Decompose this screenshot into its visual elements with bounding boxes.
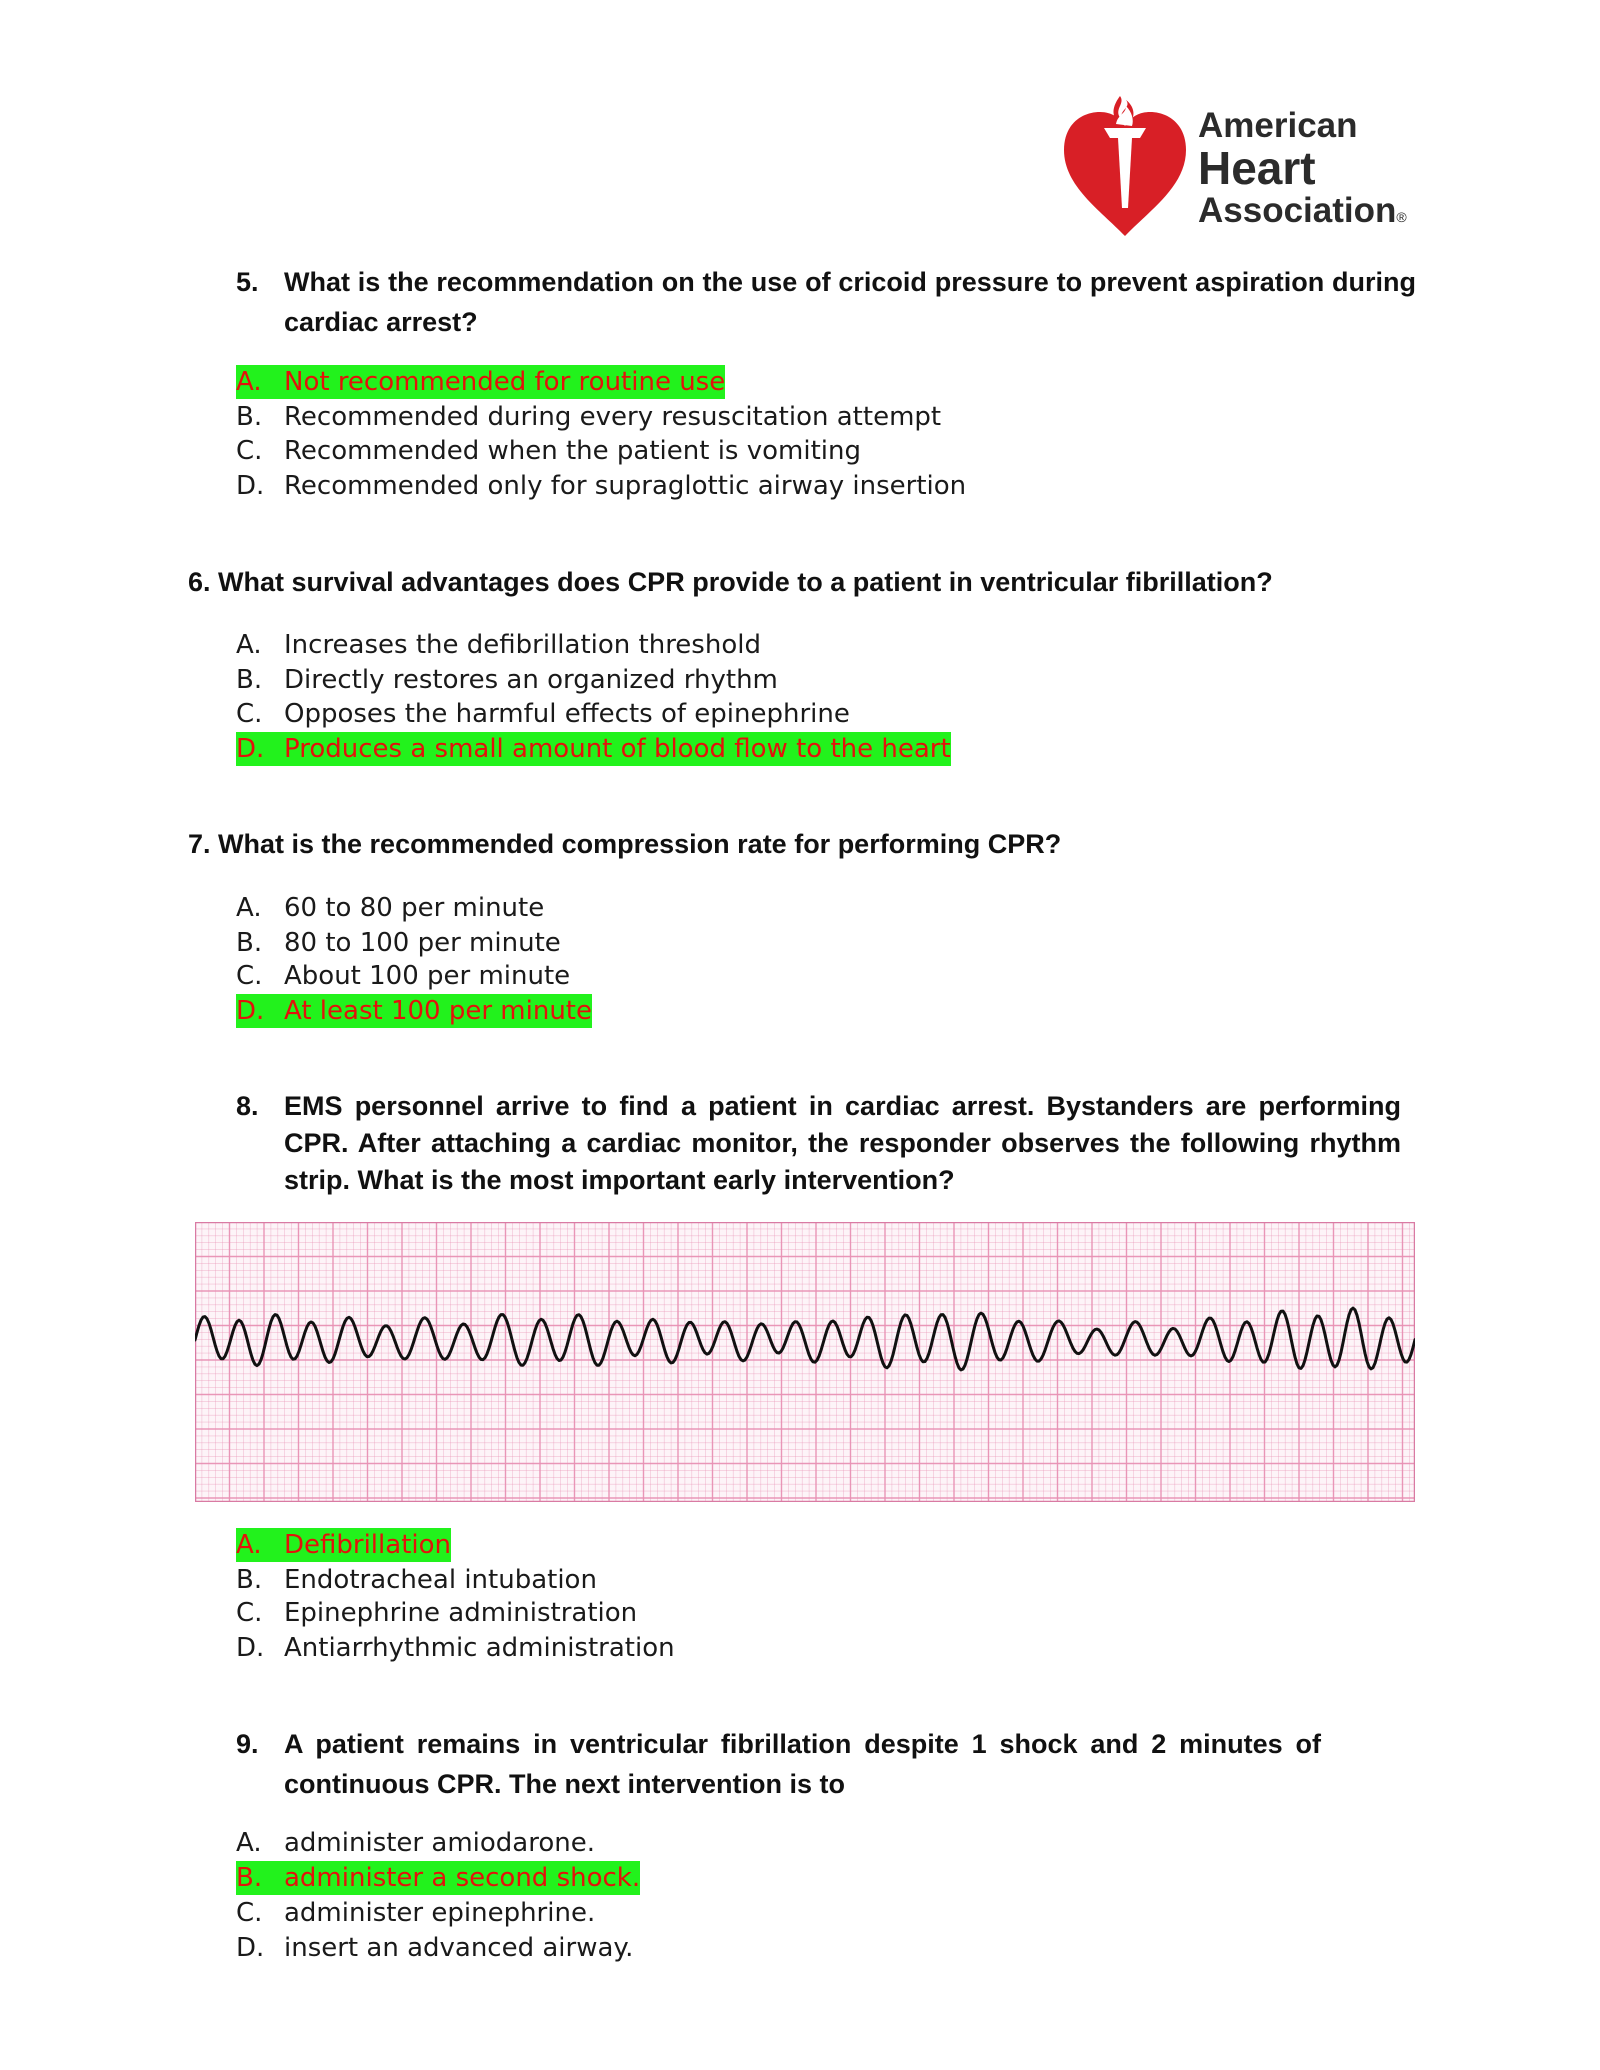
answer-text: Recommended during every resuscitation attempt xyxy=(284,402,942,432)
answer-option[interactable] xyxy=(236,959,570,993)
answer-option[interactable] xyxy=(236,400,941,434)
answer-letter: C. xyxy=(236,1898,263,1928)
logo-line-1: American xyxy=(1198,106,1358,145)
question-number: 6. xyxy=(188,567,211,597)
answer-text: Endotracheal intubation xyxy=(284,1565,597,1595)
question-8 xyxy=(236,1088,1401,1199)
answer-letter: A. xyxy=(236,893,262,923)
answer-option[interactable] xyxy=(236,697,850,731)
answer-text: Directly restores an organized rhythm xyxy=(284,665,778,695)
logo-wordmark xyxy=(1198,108,1407,228)
answer-option[interactable] xyxy=(236,469,966,503)
answer-text: administer a second shock. xyxy=(284,1863,641,1893)
question-text: What is the recommended compression rate for performing CPR? xyxy=(218,829,1062,859)
answer-letter: A. xyxy=(236,630,262,660)
question-text: What survival advantages does CPR provide to a patient in ventricular fibrillation? xyxy=(218,567,1273,597)
answer-letter: A. xyxy=(236,367,262,397)
answer-text: insert an advanced airway. xyxy=(284,1933,634,1963)
heart-torch-icon xyxy=(1060,90,1190,240)
answer-letter: D. xyxy=(236,996,265,1026)
answer-letter: B. xyxy=(236,402,263,432)
question-5 xyxy=(236,262,1416,342)
answer-option[interactable] xyxy=(236,1563,597,1597)
question-text: EMS personnel arrive to find a patient in cardiac arrest. Bystanders are performing CPR. After attaching a cardiac monitor, the responder observes the following rhythm strip. What is the most important early intervention? xyxy=(284,1091,1401,1195)
question-6 xyxy=(188,562,1273,602)
question-7 xyxy=(188,824,1061,864)
question-9 xyxy=(236,1724,1321,1804)
answer-option[interactable] xyxy=(236,1596,637,1630)
answer-option[interactable] xyxy=(236,1931,633,1965)
answer-letter: A. xyxy=(236,1828,262,1858)
answer-letter: C. xyxy=(236,961,263,991)
answer-letter: C. xyxy=(236,1598,263,1628)
answer-letter: B. xyxy=(236,665,263,695)
answer-option[interactable] xyxy=(236,1631,675,1665)
answer-text: Recommended only for supraglottic airway insertion xyxy=(284,471,967,501)
answer-text: Antiarrhythmic administration xyxy=(284,1633,675,1663)
answer-text: Not recommended for routine use xyxy=(284,367,726,397)
answer-text: Defibrillation xyxy=(284,1530,451,1560)
ecg-background xyxy=(195,1222,1415,1502)
question-number: 9. xyxy=(236,1729,259,1759)
answer-option[interactable] xyxy=(236,434,861,468)
answer-letter: D. xyxy=(236,471,265,501)
answer-option[interactable] xyxy=(236,365,725,399)
answer-option[interactable] xyxy=(236,628,761,662)
logo-line-3 xyxy=(1198,193,1407,228)
answer-text: At least 100 per minute xyxy=(284,996,592,1026)
answer-text: Recommended when the patient is vomiting xyxy=(284,436,861,466)
answer-letter: B. xyxy=(236,1565,263,1595)
answer-option[interactable] xyxy=(236,1528,451,1562)
ecg-rhythm-strip xyxy=(195,1222,1415,1502)
answer-option[interactable] xyxy=(236,663,778,697)
answer-option[interactable] xyxy=(236,926,561,960)
answer-text: administer amiodarone. xyxy=(284,1828,595,1858)
answer-letter: B. xyxy=(236,1863,263,1893)
answer-text: About 100 per minute xyxy=(284,961,571,991)
answer-text: administer epinephrine. xyxy=(284,1898,596,1928)
answer-letter: C. xyxy=(236,436,263,466)
answer-letter: D. xyxy=(236,1933,265,1963)
answer-letter: B. xyxy=(236,928,263,958)
answer-text: Produces a small amount of blood flow to the heart xyxy=(284,734,951,764)
answer-text: Increases the defibrillation threshold xyxy=(284,630,761,660)
aha-logo xyxy=(1060,90,1430,240)
answer-letter: C. xyxy=(236,699,263,729)
answer-option[interactable] xyxy=(236,732,951,766)
question-text: A patient remains in ventricular fibrillation despite 1 shock and 2 minutes of continuous CPR. The next intervention is to xyxy=(284,1729,1321,1799)
answer-text: 60 to 80 per minute xyxy=(284,893,545,923)
answer-text: Opposes the harmful effects of epinephrine xyxy=(284,699,850,729)
answer-letter: D. xyxy=(236,734,265,764)
answer-option[interactable] xyxy=(236,994,592,1028)
answer-letter: A. xyxy=(236,1530,262,1560)
answer-option[interactable] xyxy=(236,1896,595,1930)
answer-text: Epinephrine administration xyxy=(284,1598,638,1628)
logo-line-3-text: Association xyxy=(1198,191,1397,230)
registered-mark: ® xyxy=(1396,209,1407,225)
answer-letter: D. xyxy=(236,1633,265,1663)
answer-option[interactable] xyxy=(236,1826,595,1860)
question-number: 7. xyxy=(188,829,211,859)
answer-option[interactable] xyxy=(236,1861,640,1895)
question-text: What is the recommendation on the use of cricoid pressure to prevent aspiration during cardiac arrest? xyxy=(284,267,1416,337)
answer-option[interactable] xyxy=(236,891,544,925)
question-number: 8. xyxy=(236,1091,259,1121)
answer-text: 80 to 100 per minute xyxy=(284,928,561,958)
logo-line-2: Heart xyxy=(1198,142,1316,194)
question-number: 5. xyxy=(236,267,259,297)
